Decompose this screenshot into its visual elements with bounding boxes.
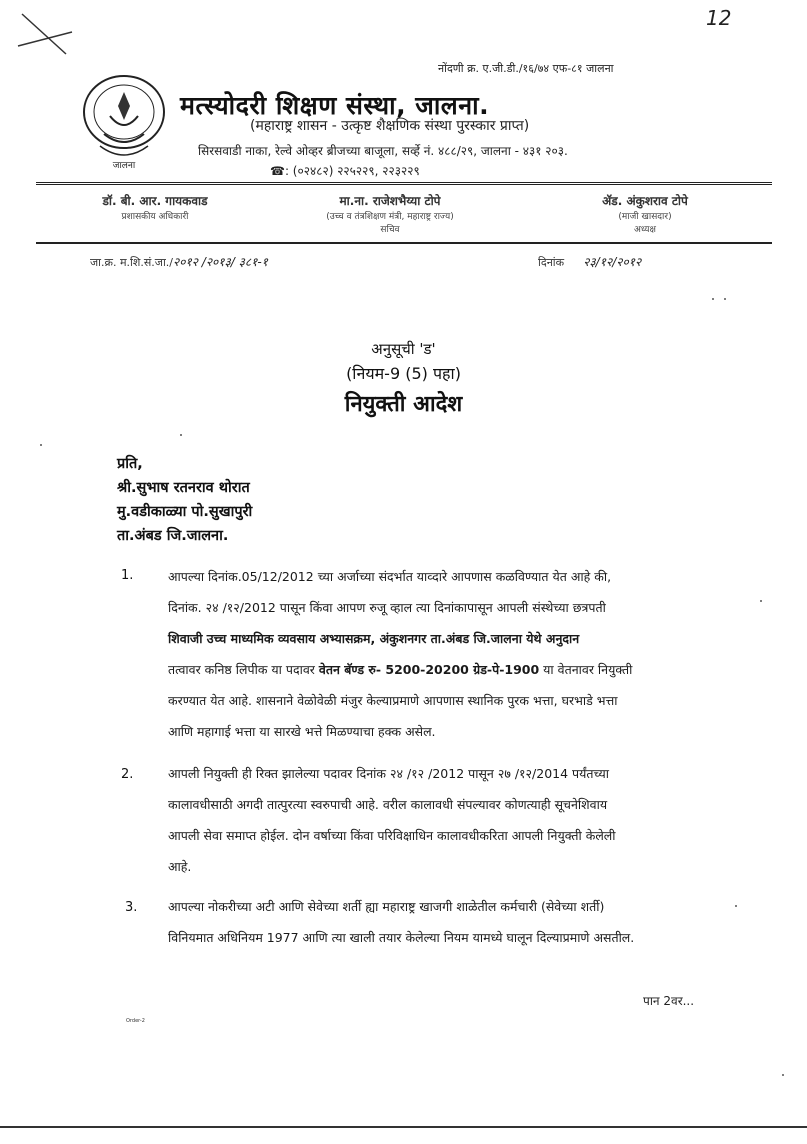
paragraph-1-line: आपल्या दिनांक.05/12/2012 च्या अर्जाच्या संदर्भात याव्दारे आपणास कळविण्यात येत आहे की, — [168, 569, 612, 584]
official-3 — [550, 192, 740, 235]
recipient-address-2: ता.अंबड जि.जालना. — [117, 528, 229, 544]
official-1-role: प्रशासकीय अधिकारी — [121, 212, 189, 222]
official-2 — [285, 192, 495, 235]
recipient-salutation: प्रति, — [117, 456, 143, 472]
logo-city: जालना — [112, 161, 136, 170]
paragraph-2-line: आपली नियुक्ती ही रिक्त झालेल्या पदावर दिनांक २४ /१२ /2012 पासून २७ /१२/2014 पर्यंतच्या — [168, 766, 609, 781]
org-award: (महाराष्ट्र शासन - उत्कृष्ट शैक्षणिक संस्था पुरस्कार प्राप्त) — [250, 118, 530, 134]
paragraph-3-line: विनियमात अधिनियम 1977 आणि त्या खाली तयार केलेल्या नियम यामध्ये घालून दिल्याप्रमाणे असतील. — [168, 930, 635, 945]
paragraph-2-number: 2. — [121, 767, 134, 782]
date-line — [538, 251, 641, 270]
paragraph-3 — [168, 891, 728, 953]
paragraph-1-number: 1. — [121, 568, 134, 583]
scan-speck — [180, 434, 182, 436]
paragraph-1-line: शिवाजी उच्च माध्यमिक व्यवसाय अभ्यासक्रम, अंकुशनगर ता.अंबड जि.जालना येथे अनुदान — [168, 631, 580, 646]
official-2-role: (उच्च व तंत्रशिक्षण मंत्री, महाराष्ट्र राज्य) — [326, 212, 454, 222]
rule-reference: (नियम-9 (5) पहा) — [346, 364, 461, 383]
reference-line — [90, 251, 268, 270]
recipient-name: श्री.सुभाष रतनराव थोरात — [117, 480, 250, 496]
scan-speck — [760, 600, 762, 602]
phone-icon: ☎ — [270, 164, 285, 178]
cross-mark-icon — [8, 10, 78, 58]
paragraph-2-line: आहे. — [168, 859, 192, 874]
scan-speck — [782, 1074, 784, 1076]
paragraph-1-line: दिनांक. २४ /१२/2012 पासून किंवा आपण रुजू व्हाल त्या दिनांकापासून आपली संस्थेच्या छत्रपती — [168, 600, 606, 615]
schedule-label: अनुसूची 'ड' — [371, 340, 436, 358]
scan-speck — [712, 298, 714, 300]
paragraph-1-line: करण्यात येत आहे. शासनाने वेळोवेळी मंजुर केल्याप्रमाणे आपणास स्थानिक पुरक भत्ता, घरभाडे भत्ता — [168, 693, 618, 708]
continued-note: पान 2वर... — [643, 994, 695, 1008]
official-3-name: ॲड. अंकुशराव टोपे — [602, 194, 688, 208]
official-3-role: (माजी खासदार) — [618, 212, 672, 222]
pay-scale: वेतन बॅण्ड रु- 5200-20200 ग्रेड-पे-1900 — [318, 662, 540, 677]
date-label: दिनांक — [538, 256, 565, 269]
org-name: मत्स्योदरी शिक्षण संस्था, जालना. — [180, 91, 490, 120]
paragraph-3-line: आपल्या नोकरीच्या अटी आणि सेवेच्या शर्ती ह्या महाराष्ट्र खाजगी शाळेतील कर्मचारी (सेवेच्या शर्ती) — [168, 899, 605, 914]
paragraph-2-line: आपली सेवा समाप्त होईल. दोन वर्षाच्या किंवा परिविक्षाधिन कालावधीकरिता आपली नियुक्ती केलेली — [168, 828, 616, 843]
scan-speck — [40, 444, 42, 446]
paragraph-1-line: तत्वावर कनिष्ठ लिपीक या पदावर वेतन बॅण्ड रु- 5200-20200 ग्रेड-पे-1900 या वेतनावर नियुक्ती — [168, 662, 633, 677]
date-value: २३/१२/२०१२ — [583, 255, 642, 269]
scan-speck — [735, 905, 737, 907]
org-address: सिरसवाडी नाका, रेल्वे ओव्हर ब्रीजच्या बाजूला, सर्व्हे नं. ४८८/२९, जालना - ४३१ २०३. — [198, 144, 568, 158]
registration-number: नोंदणी क्र. ए.जी.डी./१६/७४ एफ-८१ जालना — [438, 62, 614, 75]
official-1 — [60, 192, 250, 222]
org-logo-icon — [80, 72, 168, 170]
officials-divider — [36, 242, 772, 244]
bottom-edge-line — [0, 1126, 807, 1128]
official-1-name: डॉ. बी. आर. गायकवाड — [102, 194, 208, 208]
footer-code: Order-2 — [126, 1018, 145, 1024]
paragraph-3-number: 3. — [125, 900, 138, 915]
official-2-name: मा.ना. राजेशभैय्या टोपे — [339, 194, 441, 208]
official-3-post: अध्यक्ष — [634, 225, 656, 235]
paragraph-1-line: आणि महागाई भत्ता या सारखे भत्ते मिळण्याचा हक्क असेल. — [168, 724, 436, 739]
org-phone: : (०२४८२) २२५२२९, २२३२२९ — [284, 164, 420, 178]
reference-number: २०१२ /२०१३/ ३८१-१ — [173, 255, 268, 269]
scan-speck — [724, 298, 726, 300]
paragraph-2-line: कालावधीसाठी अगदी तात्पुरत्या स्वरुपाची आहे. वरील कालावधी संपल्यावर कोणत्याही सूचनेशिवाय — [168, 797, 608, 812]
paragraph-1 — [168, 561, 713, 747]
recipient-address-1: मु.वडीकाळ्या पो.सुखापुरी — [117, 504, 253, 520]
page-title: नियुक्ती आदेश — [344, 392, 463, 417]
org-phone-line — [270, 162, 420, 179]
paragraph-2 — [168, 758, 713, 882]
official-2-post: सचिव — [380, 225, 400, 235]
header-divider — [36, 182, 772, 185]
reference-label: जा.क्र. म.शि.सं.जा./ — [90, 256, 173, 269]
page-number: 12 — [706, 6, 732, 30]
recipient-block — [117, 452, 252, 548]
